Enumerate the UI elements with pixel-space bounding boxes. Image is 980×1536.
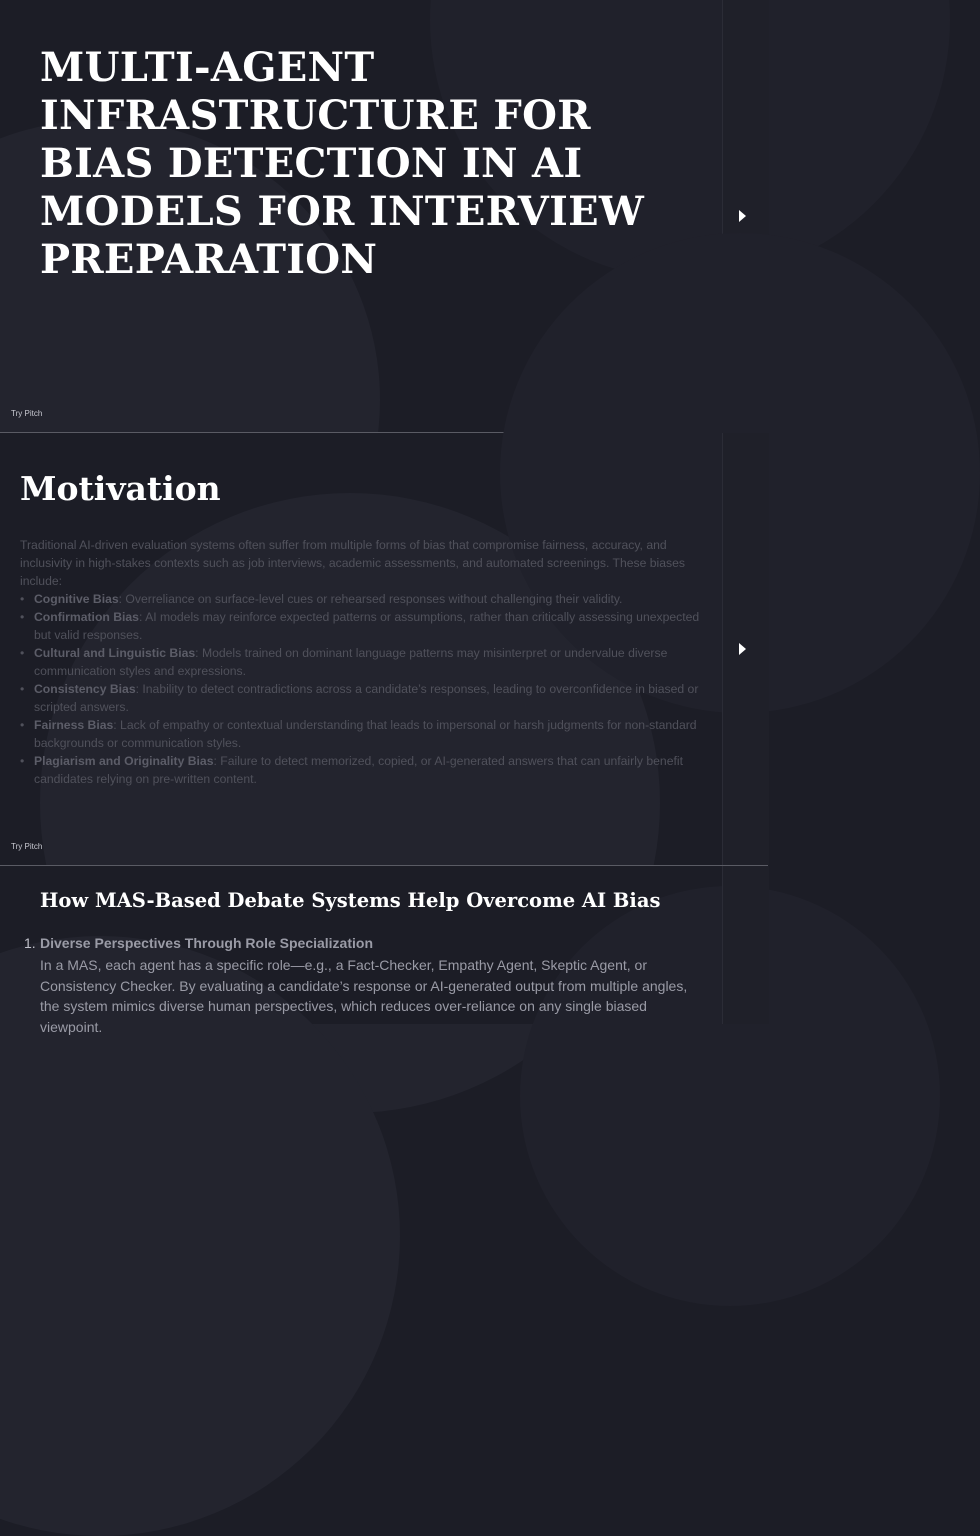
bias-description: : Overreliance on surface-level cues or rehearsed responses without challenging their validity. <box>118 592 623 606</box>
list-number: 1. <box>24 935 36 951</box>
bias-term: Confirmation Bias <box>34 610 139 624</box>
bias-list <box>20 590 710 788</box>
next-slide-arrow-icon[interactable] <box>739 643 746 655</box>
bullet-icon: • <box>20 592 25 606</box>
intro-paragraph: Traditional AI-driven evaluation systems often suffer from multiple forms of bias that compromise fairness, accuracy, and inclusivity in high-stakes contexts such as job interviews, academic assessments, and automated screenings. These biases include: <box>20 538 685 588</box>
list-item-title: Diverse Perspectives Through Role Specialization <box>40 935 373 951</box>
bias-description: : Lack of empathy or contextual understanding that leads to impersonal or harsh judgments for non-standard backgrounds or communication styles. <box>34 718 697 750</box>
bullet-icon: • <box>20 754 25 768</box>
slide-nav-rail <box>722 866 769 1024</box>
list-item <box>20 752 710 788</box>
try-pitch-label[interactable]: Try Pitch <box>11 409 43 418</box>
list-item-text: In a MAS, each agent has a specific role—e.g., a Fact-Checker, Empathy Agent, Skeptic Agent, or Consistency Checker. By evaluating a candidate’s response or AI-generated output from multiple angles, the system mimics diverse human perspectives, which reduces over-reliance on any single biased viewpoint. <box>40 957 688 1035</box>
bullet-icon: • <box>20 646 25 660</box>
bias-description: : Models trained on dominant language patterns may misinterpret or undervalue diverse communication styles and expressions. <box>34 646 668 678</box>
section-heading: How MAS-Based Debate Systems Help Overcome AI Bias <box>40 889 661 912</box>
slide-title: MULTI-AGENT INFRASTRUCTURE FOR BIAS DETECTION IN AI MODELS FOR INTERVIEW PREPARATION <box>40 44 645 283</box>
bullet-icon: • <box>20 610 25 624</box>
bias-term: Consistency Bias <box>34 682 136 696</box>
bias-description: : Failure to detect memorized, copied, or AI-generated answers that can unfairly benefit candidates relying on pre-written content. <box>34 754 683 786</box>
motivation-slide <box>0 433 768 865</box>
bias-term: Fairness Bias <box>34 718 114 732</box>
bias-description: : Inability to detect contradictions across a candidate’s responses, leading to overconfidence in biased or scripted answers. <box>34 682 699 714</box>
bias-term: Cognitive Bias <box>34 592 119 606</box>
bullet-icon: • <box>20 718 25 732</box>
list-item <box>20 644 710 680</box>
bias-description: : AI models may reinforce expected patterns or assumptions, rather than critically assessing unexpected but valid responses. <box>34 610 700 642</box>
list-item <box>20 590 710 608</box>
bias-term: Plagiarism and Originality Bias <box>34 754 214 768</box>
bullet-icon: • <box>20 682 25 696</box>
list-item <box>20 680 710 716</box>
list-item <box>20 608 710 644</box>
try-pitch-label[interactable]: Try Pitch <box>11 842 43 851</box>
list-item <box>20 716 710 752</box>
next-slide-arrow-icon[interactable] <box>739 210 746 222</box>
section-heading: Motivation <box>20 469 221 508</box>
bias-term: Cultural and Linguistic Bias <box>34 646 196 660</box>
mas-debate-slide <box>0 866 768 1035</box>
